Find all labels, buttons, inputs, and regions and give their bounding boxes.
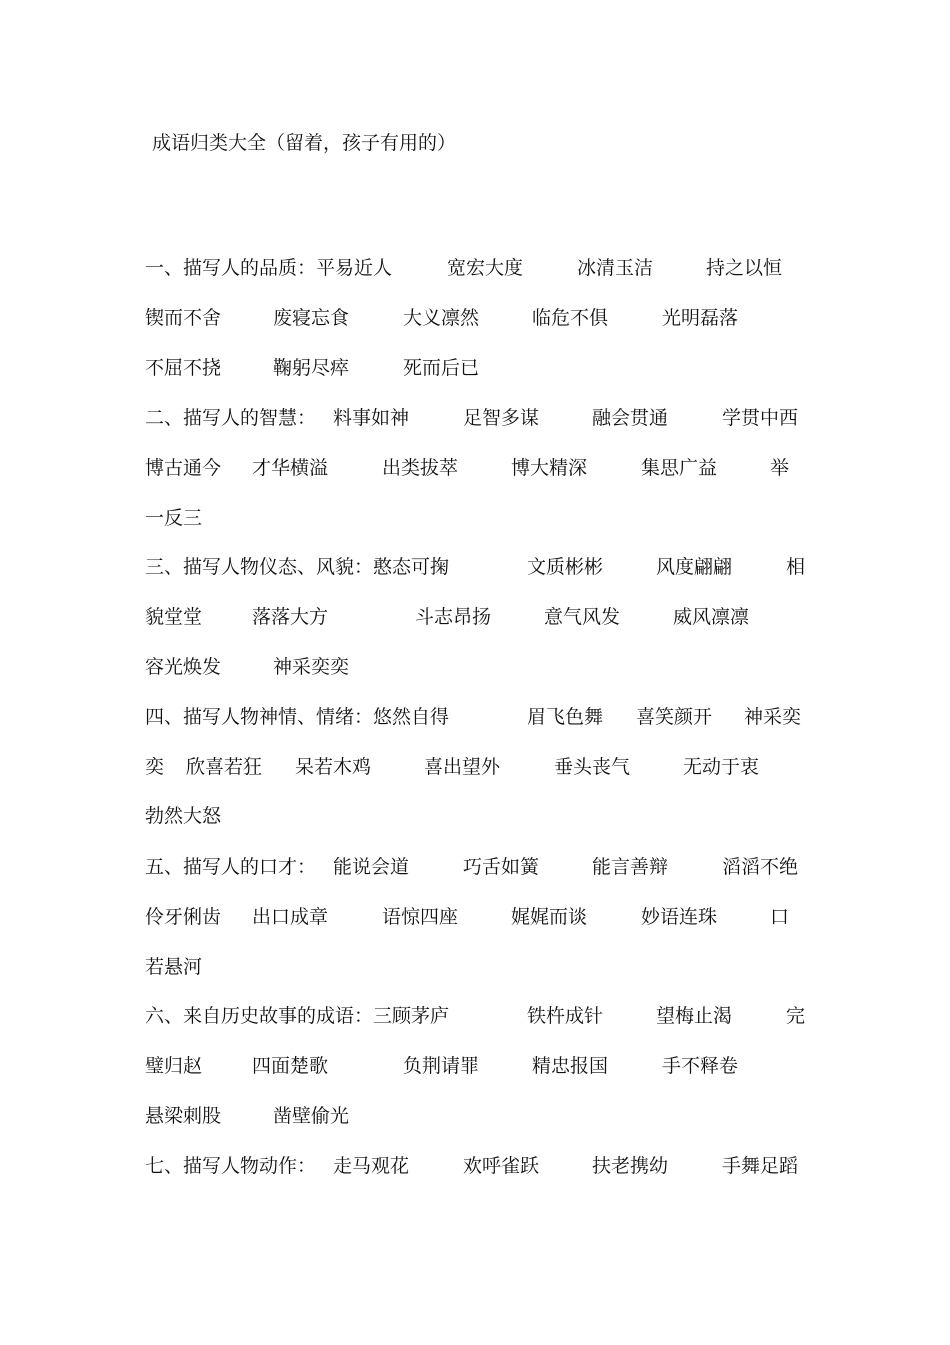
- idiom-text: 不屈不挠: [145, 357, 222, 379]
- idiom-text: 博大精深: [511, 457, 588, 479]
- idiom-text: 博古通今: [145, 457, 222, 479]
- idiom-text: 临危不俱: [532, 307, 609, 329]
- idiom-text: 死而后已: [403, 357, 480, 379]
- idiom-text: 精忠报国: [532, 1055, 609, 1077]
- idiom-text: 走马观花: [333, 1155, 410, 1177]
- idiom-text: 光明磊落: [662, 307, 739, 329]
- page-title: 成语归类大全（留着，孩子有用的）: [152, 132, 457, 154]
- idiom-text: 才华横溢: [252, 457, 329, 479]
- idiom-text: 大义凛然: [403, 307, 480, 329]
- idiom-text: 风度翩翩: [656, 556, 733, 578]
- idiom-text: 能说会道: [333, 856, 410, 878]
- idiom-text: 持之以恒: [706, 257, 783, 279]
- idiom-text: 巧舌如簧: [463, 856, 540, 878]
- idiom-text: 宽宏大度: [447, 257, 524, 279]
- idiom-text: 眉飞色舞: [527, 706, 604, 728]
- idiom-text: 举: [770, 457, 790, 479]
- idiom-text: 四、描写人物神情、情绪：悠然自得: [145, 706, 450, 728]
- idiom-text: 学贯中西: [722, 407, 799, 429]
- idiom-text: 呆若木鸡: [295, 756, 372, 778]
- idiom-text: 扶老携幼: [592, 1155, 669, 1177]
- idiom-text: 融会贯通: [592, 407, 669, 429]
- idiom-text: 足智多谋: [463, 407, 540, 429]
- idiom-text: 口: [770, 906, 790, 928]
- idiom-text: 手舞足蹈: [722, 1155, 799, 1177]
- idiom-text: 一、描写人的品质：平易近人: [145, 257, 393, 279]
- idiom-text: 斗志昂扬: [415, 606, 492, 628]
- idiom-text: 出类拔萃: [382, 457, 459, 479]
- idiom-text: 威风凛凛: [673, 606, 750, 628]
- idiom-text: 手不释卷: [662, 1055, 739, 1077]
- idiom-text: 落落大方: [252, 606, 329, 628]
- idiom-text: 铁杵成针: [527, 1005, 604, 1027]
- idiom-text: 四面楚歌: [252, 1055, 329, 1077]
- idiom-text: 料事如神: [333, 407, 410, 429]
- idiom-text: 冰清玉洁: [577, 257, 654, 279]
- idiom-text: 滔滔不绝: [722, 856, 799, 878]
- idiom-text: 意气风发: [544, 606, 621, 628]
- idiom-text: 垂头丧气: [554, 756, 631, 778]
- idiom-text: 喜笑颜开: [636, 706, 713, 728]
- idiom-text: 鞠躬尽瘁: [273, 357, 350, 379]
- idiom-text: 锲而不舍: [145, 307, 222, 329]
- idiom-text: 相: [786, 556, 806, 578]
- idiom-text: 勃然大怒: [145, 805, 222, 827]
- idiom-text: 一反三: [145, 507, 203, 529]
- idiom-text: 欢呼雀跃: [463, 1155, 540, 1177]
- idiom-text: 望梅止渴: [656, 1005, 733, 1027]
- idiom-text: 若悬河: [145, 956, 203, 978]
- idiom-text: 五、描写人的口才：: [145, 856, 317, 878]
- idiom-text: 七、描写人物动作：: [145, 1155, 317, 1177]
- idiom-text: 悬梁刺股: [145, 1105, 222, 1127]
- idiom-text: 容光焕发: [145, 656, 222, 678]
- idiom-text: 废寝忘食: [273, 307, 350, 329]
- idiom-text: 喜出望外: [424, 756, 501, 778]
- idiom-text: 完: [786, 1005, 806, 1027]
- idiom-text: 三、描写人物仪态、风貌：憨态可掬: [145, 556, 450, 578]
- idiom-text: 出口成章: [252, 906, 329, 928]
- idiom-text: 能言善辩: [592, 856, 669, 878]
- idiom-text: 集思广益: [641, 457, 718, 479]
- idiom-text: 文质彬彬: [527, 556, 604, 578]
- idiom-text: 伶牙俐齿: [145, 906, 222, 928]
- idiom-text: 语惊四座: [382, 906, 459, 928]
- idiom-text: 无动于衷: [683, 756, 760, 778]
- idiom-text: 娓娓而谈: [511, 906, 588, 928]
- idiom-text: 神采奕: [744, 706, 802, 728]
- idiom-text: 欣喜若狂: [186, 756, 263, 778]
- idiom-text: 凿壁偷光: [273, 1105, 350, 1127]
- idiom-text: 貌堂堂: [145, 606, 203, 628]
- idiom-text: 妙语连珠: [641, 906, 718, 928]
- idiom-text: 神采奕奕: [273, 656, 350, 678]
- idiom-text: 六、来自历史故事的成语：三顾茅庐: [145, 1005, 450, 1027]
- idiom-text: 璧归赵: [145, 1055, 203, 1077]
- idiom-text: 奕: [145, 756, 165, 778]
- idiom-text: 负荆请罪: [403, 1055, 480, 1077]
- idiom-text: 二、描写人的智慧：: [145, 407, 317, 429]
